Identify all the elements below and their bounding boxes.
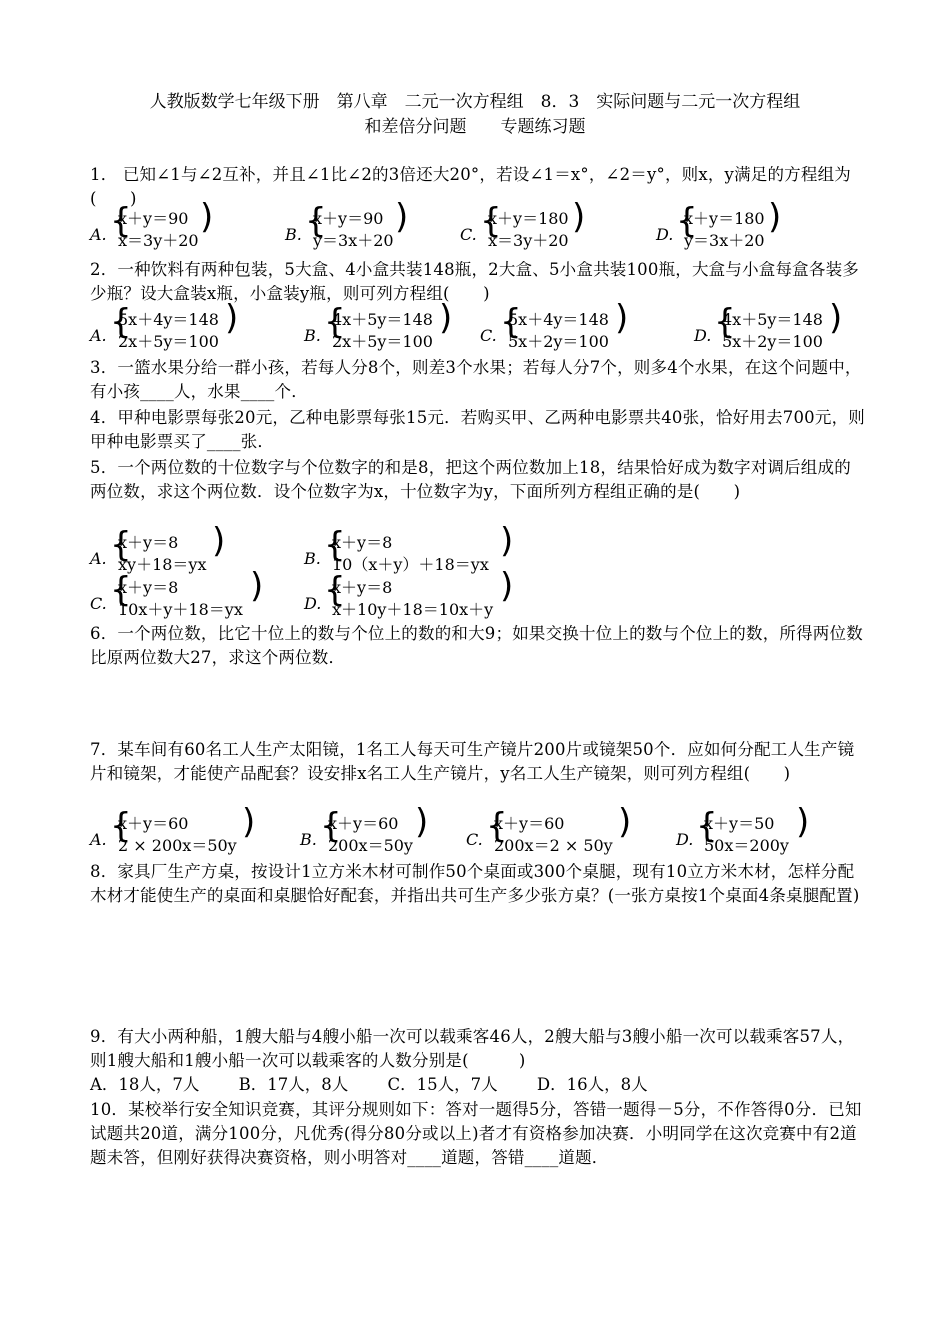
- question-9-options: [90, 1073, 682, 1097]
- question-5-options-row-2: C. { x＋y＝8 10x＋y＋18＝yx ) D. { x＋y＝8 x＋10y＋18＝10x＋y ): [90, 566, 514, 619]
- title-line-1: 人教版数学七年级下册 第八章 二元一次方程组 8．3 实际问题与二元一次方程组: [149, 92, 801, 112]
- title-line-2: 和差倍分问题 专题练习题: [364, 117, 586, 137]
- question-9: 9．有大小两种船，1艘大船与4艘小船一次可以载乘客46人，2艘大船与3艘小船一次可以载乘客57人，则1艘大船和1艘小船一次可以载乘客的人数分别是( ): [90, 1027, 855, 1070]
- question-6: 6．一个两位数，比它十位上的数与个位上的数的和大9；如果交换十位上的数与个位上的数，所得两位数比原两位数大27，求这个两位数．: [90, 624, 863, 667]
- q9-option-d[interactable]: D．16人，8人: [536, 1075, 648, 1094]
- q9-option-a[interactable]: A．18人，7人: [90, 1075, 200, 1094]
- q9-option-c[interactable]: C．15人，7人: [387, 1075, 498, 1094]
- question-5-options-row-1: A. { x＋y＝8 xy＋18＝yx ) B. { x＋y＝8 10（x＋y）＋18＝yx ): [90, 521, 514, 574]
- question-5: 5．一个两位数的十位数字与个位数字的和是8，把这个两位数加上18，结果恰好成为数字对调后组成的两位数，求这个两位数．设个位数字为x，十位数字为y，下面所列方程组正确的是( ): [90, 458, 851, 501]
- question-7: 7．某车间有60名工人生产太阳镜，1名工人每天可生产镜片200片或镜架50个．应如何分配工人生产镜片和镜架，才能使产品配套？设安排x名工人生产镜片，y名工人生产镜架，则可列方程组( ): [90, 740, 855, 783]
- question-2: 2．一种饮料有两种包装，5大盒、4小盒共装148瓶，2大盒、5小盒共装100瓶，大盒与小盒每盒各装多少瓶？设大盒装x瓶，小盒装y瓶，则可列方程组( ): [90, 260, 859, 303]
- question-3: 3．一篮水果分给一群小孩，若每人分8个，则差3个水果；若每人分7个，则多4个水果，在这个问题中，有小孩____人，水果____个．: [90, 358, 862, 401]
- question-10: 10．某校举行安全知识竞赛，其评分规则如下：答对一题得5分，答错一题得－5分，不作答得0分．已知试题共20道，满分100分，凡优秀(得分80分或以上)者才有资格参加决赛．小明同学在这次竞赛中有2道题未答，但刚好获得决赛资格，则小明答对____道题，答错____道题．: [90, 1100, 862, 1167]
- question-1-options: A. { x＋y＝90 x＝3y＋20 ) B. { x＋y＝90 y＝3x＋20 ) C. { x＋y＝180 x＝3y＋20 ) D. { x＋y＝180 y＝3x＋20 ): [90, 197, 782, 250]
- question-8: 8．家具厂生产方桌，按设计1立方米木材可制作50个桌面或300个桌腿，现有10立方米木材，怎样分配木材才能使生产的桌面和桌腿恰好配套，并指出共可生产多少张方桌？(一张方桌按1个桌面4条桌腿配置): [90, 862, 860, 905]
- question-2-options: A. { 5x＋4y＝148 2x＋5y＝100 ) B. { 4x＋5y＝148 2x＋5y＝100 ) C. { 5x＋4y＝148 5x＋2y＝100 ) D. { 4x＋5y＝148 5x＋2y＝100 ): [90, 298, 843, 351]
- question-4: 4．甲种电影票每张20元，乙种电影票每张15元．若购买甲、乙两种电影票共40张，恰好用去700元，则甲种电影票买了____张．: [90, 408, 865, 451]
- question-7-options: A. { x＋y＝60 2 × 200x＝50y ) B. { x＋y＝60 200x＝50y ) C. { x＋y＝60 200x＝2 × 50y ) D. { x＋y＝50 50x＝200y ): [90, 802, 810, 855]
- q9-option-b[interactable]: B．17人，8人: [238, 1075, 349, 1094]
- question-1: 1． 已知∠1与∠2互补，并且∠1比∠2的3倍还大20°，若设∠1＝x°，∠2＝y°，则x，y满足的方程组为( ): [90, 165, 851, 208]
